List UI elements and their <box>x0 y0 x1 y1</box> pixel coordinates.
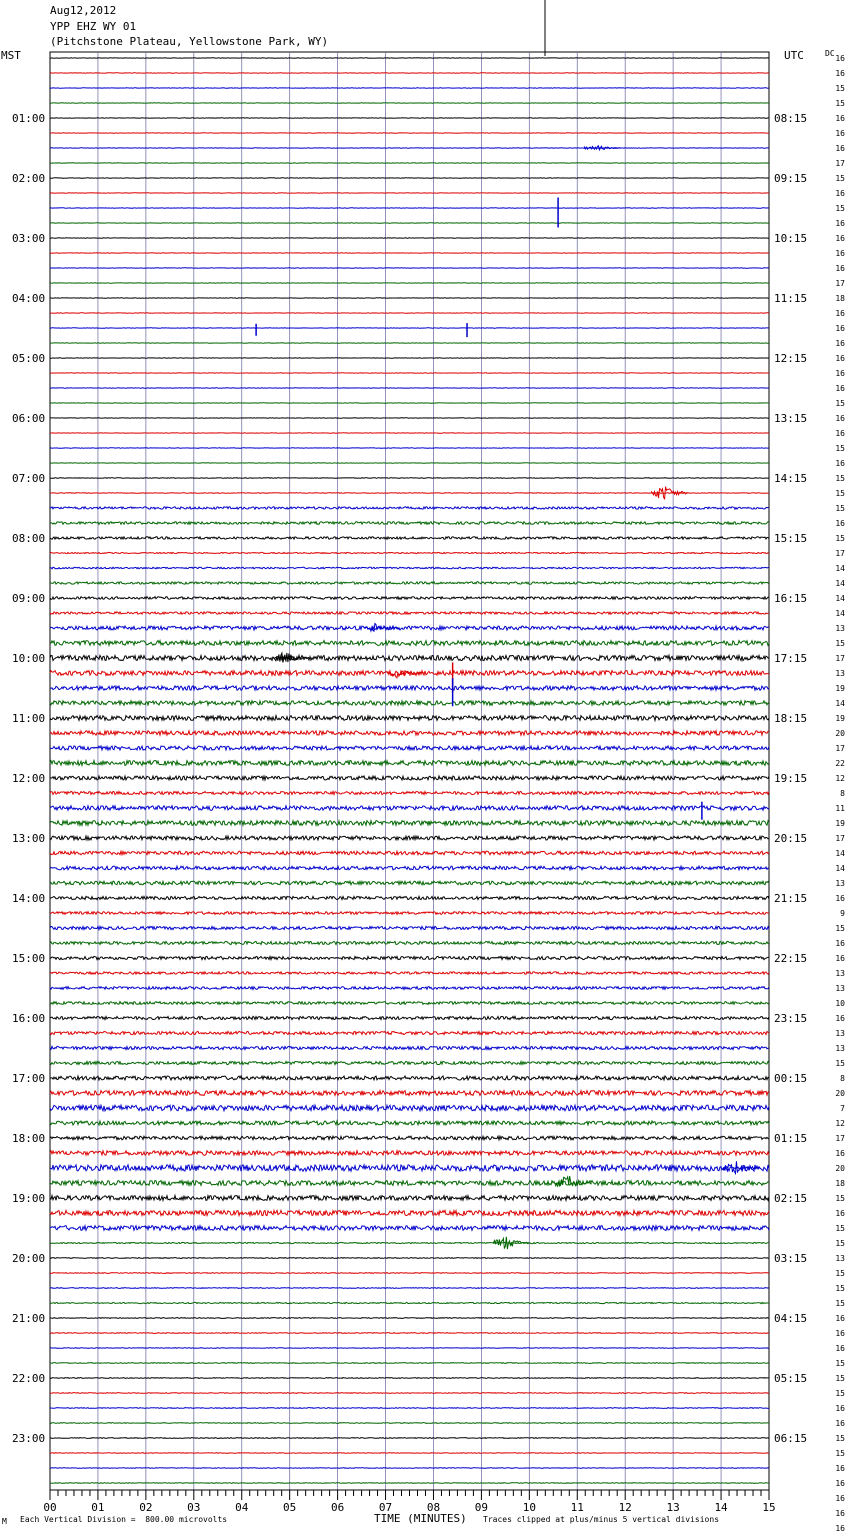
seismic-event-burst <box>584 146 620 150</box>
x-tick-label: 10 <box>522 1501 536 1514</box>
left-hour-label: 08:00 <box>12 532 46 545</box>
right-hour-label: 01:15 <box>774 1132 808 1145</box>
dc-offset-value: 7 <box>840 1104 845 1113</box>
right-hour-label: 09:15 <box>774 172 808 185</box>
dc-offset-value: 15 <box>835 1239 845 1248</box>
dc-offset-value: 15 <box>835 399 845 408</box>
x-tick-label: 12 <box>618 1501 632 1514</box>
seismic-trace <box>50 1016 769 1019</box>
left-hour-label: 11:00 <box>12 712 46 725</box>
seismic-trace <box>50 612 769 614</box>
dc-offset-value: 16 <box>835 144 845 153</box>
left-hour-label: 02:00 <box>12 172 46 185</box>
left-hour-label: 20:00 <box>12 1252 46 1265</box>
dc-offset-value: 15 <box>835 474 845 483</box>
dc-offset-value: 16 <box>835 1419 845 1428</box>
right-hour-label: 22:15 <box>774 952 808 965</box>
dc-offset-value: 16 <box>835 189 845 198</box>
seismic-trace <box>50 626 769 630</box>
clipping-note: Traces clipped at plus/minus 5 vertical divisions <box>483 1515 720 1524</box>
seismic-trace <box>50 1453 769 1454</box>
seismic-trace <box>50 1423 769 1424</box>
dc-offset-value: 14 <box>835 849 845 858</box>
right-hour-label: 02:15 <box>774 1192 808 1205</box>
left-hour-label: 04:00 <box>12 292 46 305</box>
x-tick-label: 14 <box>714 1501 728 1514</box>
seismic-trace <box>50 746 769 750</box>
seismic-trace <box>50 987 769 990</box>
seismic-trace <box>50 941 769 944</box>
seismic-trace <box>50 1196 769 1201</box>
dc-offset-value: 17 <box>835 549 845 558</box>
dc-offset-value: 14 <box>835 699 845 708</box>
seismic-trace <box>50 866 769 870</box>
dc-offset-value: 16 <box>835 414 845 423</box>
seismic-trace <box>50 597 769 600</box>
seismic-trace <box>50 1031 769 1034</box>
dc-offset-value: 16 <box>835 1209 845 1218</box>
dc-offset-value: 22 <box>835 759 845 768</box>
dc-offset-value: 14 <box>835 594 845 603</box>
dc-offset-value: 16 <box>835 429 845 438</box>
dc-offset-value: 16 <box>835 219 845 228</box>
seismic-trace <box>50 522 769 525</box>
vertical-scale-note: Each Vertical Division = 800.00 microvolts <box>20 1515 228 1524</box>
dc-offset-value: 16 <box>835 954 845 963</box>
seismic-trace <box>50 896 769 899</box>
right-hour-label: 16:15 <box>774 592 808 605</box>
dc-offset-value: 15 <box>835 1059 845 1068</box>
left-hour-label: 19:00 <box>12 1192 46 1205</box>
x-tick-label: 07 <box>378 1501 393 1514</box>
left-hour-label: 21:00 <box>12 1312 46 1325</box>
seismic-trace <box>50 478 769 479</box>
dc-offset-value: 13 <box>835 1044 845 1053</box>
x-axis-title: TIME (MINUTES) <box>374 1512 467 1525</box>
seismic-trace <box>50 493 769 494</box>
dc-offset-value: 15 <box>835 1224 845 1233</box>
right-timezone-label: UTC <box>784 49 804 62</box>
x-tick-label: 09 <box>474 1501 489 1514</box>
dc-offset-value: 16 <box>835 369 845 378</box>
dc-offset-value: 16 <box>835 1014 845 1023</box>
left-hour-label: 14:00 <box>12 892 46 905</box>
dc-offset-value: 10 <box>835 999 845 1008</box>
dc-offset-value: 19 <box>835 819 845 828</box>
left-hour-label: 07:00 <box>12 472 46 485</box>
right-hour-label: 06:15 <box>774 1432 808 1445</box>
dc-offset-value: 9 <box>840 909 845 918</box>
x-tick-label: 13 <box>666 1501 680 1514</box>
seismic-trace <box>50 686 769 690</box>
right-hour-label: 03:15 <box>774 1252 808 1265</box>
dc-offset-value: 12 <box>835 774 845 783</box>
right-hour-label: 19:15 <box>774 772 808 785</box>
dc-offset-value: 14 <box>835 609 845 618</box>
left-hour-label: 13:00 <box>12 832 46 845</box>
dc-offset-value: 8 <box>840 789 845 798</box>
dc-offset-value: 15 <box>835 174 845 183</box>
dc-offset-value: 11 <box>835 804 845 813</box>
seismic-trace <box>50 655 769 660</box>
left-hour-label: 03:00 <box>12 232 46 245</box>
dc-offset-value: 15 <box>835 1299 845 1308</box>
x-tick-label: 05 <box>283 1501 297 1514</box>
dc-offset-value: 17 <box>835 159 845 168</box>
dc-offset-value: 16 <box>835 939 845 948</box>
right-hour-label: 20:15 <box>774 832 808 845</box>
seismic-trace <box>50 731 769 735</box>
right-hour-label: 15:15 <box>774 532 808 545</box>
x-tick-label: 15 <box>762 1501 776 1514</box>
dc-offset-value: 16 <box>835 264 845 273</box>
seismic-trace <box>50 1483 769 1484</box>
seismic-trace <box>50 806 769 810</box>
dc-offset-value: 16 <box>835 324 845 333</box>
dc-offset-value: 13 <box>835 624 845 633</box>
dc-offset-value: 13 <box>835 1029 845 1038</box>
seismic-trace <box>50 1408 769 1409</box>
dc-offset-value: 16 <box>835 1314 845 1323</box>
dc-offset-value: 12 <box>835 1119 845 1128</box>
seismic-trace <box>50 1468 769 1469</box>
seismic-event-burst <box>273 653 309 663</box>
dc-offset-value: 19 <box>835 684 845 693</box>
right-hour-label: 04:15 <box>774 1312 808 1325</box>
dc-offset-value: 8 <box>840 1074 845 1083</box>
dc-offset-value: 16 <box>835 114 845 123</box>
station-code: YPP EHZ WY 01 <box>50 20 137 33</box>
dc-offset-value: 15 <box>835 1374 845 1383</box>
dc-offset-value: 13 <box>835 879 845 888</box>
dc-offset-value: 16 <box>835 309 845 318</box>
seismic-trace <box>50 1091 769 1096</box>
x-tick-label: 00 <box>43 1501 57 1514</box>
seismic-trace <box>50 956 769 959</box>
dc-offset-value: 15 <box>835 444 845 453</box>
dc-offset-value: 16 <box>835 249 845 258</box>
seismic-trace <box>50 926 769 929</box>
dc-offset-value: 20 <box>835 729 845 738</box>
dc-offset-value: 16 <box>835 1509 845 1518</box>
seismic-trace <box>50 507 769 509</box>
dc-offset-value: 20 <box>835 1089 845 1098</box>
dc-offset-value: 16 <box>835 1344 845 1353</box>
seismic-trace <box>50 1136 769 1140</box>
dc-offset-value: 15 <box>835 1359 845 1368</box>
dc-offset-value: 16 <box>835 459 845 468</box>
dc-offset-value: 19 <box>835 714 845 723</box>
seismic-trace <box>50 836 769 840</box>
seismic-trace <box>50 1165 769 1171</box>
seismic-trace <box>50 1151 769 1155</box>
dc-offset-value: 16 <box>835 1524 845 1533</box>
dc-offset-value: 13 <box>835 984 845 993</box>
x-tick-label: 01 <box>91 1501 105 1514</box>
seismic-trace <box>50 1076 769 1080</box>
dc-offset-value: 16 <box>835 1479 845 1488</box>
plot-date: Aug12,2012 <box>50 4 117 17</box>
left-hour-label: 16:00 <box>12 1012 46 1025</box>
dc-offset-value: 16 <box>835 1464 845 1473</box>
seismic-trace <box>50 881 769 885</box>
dc-offset-value: 15 <box>835 1284 845 1293</box>
seismic-trace <box>50 912 769 915</box>
dc-offset-value: 15 <box>835 504 845 513</box>
seismic-trace <box>50 537 769 539</box>
seismic-trace <box>50 1105 769 1111</box>
dc-offset-value: 15 <box>835 639 845 648</box>
seismic-trace <box>50 1226 769 1231</box>
seismic-trace <box>50 641 769 646</box>
dc-offset-value: 17 <box>835 744 845 753</box>
dc-offset-value: 16 <box>835 354 845 363</box>
seismic-trace <box>50 1348 769 1349</box>
seismic-trace <box>50 1242 769 1243</box>
right-hour-label: 23:15 <box>774 1012 808 1025</box>
left-hour-label: 05:00 <box>12 352 46 365</box>
seismic-trace <box>50 1002 769 1005</box>
seismic-trace <box>50 1273 769 1274</box>
dc-offset-value: 18 <box>835 1179 845 1188</box>
dc-offset-value: 15 <box>835 1434 845 1443</box>
seismic-trace <box>50 1181 769 1186</box>
right-hour-label: 14:15 <box>774 472 808 485</box>
seismic-trace <box>50 761 769 766</box>
seismic-trace <box>50 791 769 794</box>
seismic-trace <box>50 1438 769 1439</box>
dc-offset-value: 15 <box>835 1194 845 1203</box>
seismic-trace <box>50 776 769 780</box>
dc-offset-value: 14 <box>835 579 845 588</box>
seismic-trace <box>50 1046 769 1049</box>
seismic-trace <box>50 582 769 584</box>
dc-offset-value: 15 <box>835 489 845 498</box>
dc-offset-value: 16 <box>835 129 845 138</box>
dc-offset-value: 17 <box>835 1134 845 1143</box>
left-hour-label: 23:00 <box>12 1432 46 1445</box>
dc-offset-value: 15 <box>835 84 845 93</box>
right-hour-label: 11:15 <box>774 292 808 305</box>
dc-offset-header: DC <box>825 49 835 58</box>
x-tick-label: 02 <box>139 1501 153 1514</box>
seismic-trace <box>50 1393 769 1394</box>
dc-offset-value: 17 <box>835 834 845 843</box>
dc-offset-value: 16 <box>835 384 845 393</box>
dc-offset-value: 14 <box>835 864 845 873</box>
dc-offset-value: 16 <box>835 234 845 243</box>
seismic-trace <box>50 1378 769 1379</box>
seismic-trace <box>50 1258 769 1259</box>
dc-offset-value: 17 <box>835 279 845 288</box>
right-hour-label: 00:15 <box>774 1072 808 1085</box>
dc-offset-value: 15 <box>835 204 845 213</box>
seismic-trace <box>50 851 769 855</box>
dc-offset-value: 16 <box>835 1494 845 1503</box>
seismic-event-burst <box>493 1237 529 1249</box>
seismic-trace <box>50 716 769 721</box>
right-hour-label: 18:15 <box>774 712 808 725</box>
left-hour-label: 17:00 <box>12 1072 46 1085</box>
left-hour-label: 22:00 <box>12 1372 46 1385</box>
seismic-trace <box>50 1288 769 1289</box>
seismic-trace <box>50 1302 769 1303</box>
x-tick-label: 11 <box>570 1501 584 1514</box>
station-location: (Pitchstone Plateau, Yellowstone Park, WY) <box>50 35 329 48</box>
left-hour-label: 10:00 <box>12 652 46 665</box>
seismic-trace <box>50 567 769 569</box>
seismic-trace <box>50 1363 769 1364</box>
right-hour-label: 17:15 <box>774 652 808 665</box>
dc-offset-value: 16 <box>835 339 845 348</box>
right-hour-label: 08:15 <box>774 112 808 125</box>
dc-offset-value: 16 <box>835 69 845 78</box>
seismic-trace <box>50 1318 769 1319</box>
seismic-trace <box>50 1061 769 1064</box>
x-tick-label: 03 <box>187 1501 201 1514</box>
seismic-trace <box>50 552 769 553</box>
seismic-trace <box>50 972 769 974</box>
left-hour-label: 01:00 <box>12 112 46 125</box>
left-hour-label: 09:00 <box>12 592 46 605</box>
dc-offset-value: 15 <box>835 1269 845 1278</box>
right-hour-label: 13:15 <box>774 412 808 425</box>
dc-offset-value: 15 <box>835 924 845 933</box>
seismic-trace <box>50 1121 769 1125</box>
dc-offset-value: 13 <box>835 969 845 978</box>
seismic-event-burst <box>556 1176 592 1186</box>
dc-offset-value: 20 <box>835 1164 845 1173</box>
right-hour-label: 10:15 <box>774 232 808 245</box>
left-hour-label: 15:00 <box>12 952 46 965</box>
dc-offset-value: 16 <box>835 894 845 903</box>
left-hour-label: 06:00 <box>12 412 46 425</box>
dc-offset-value: 18 <box>835 294 845 303</box>
seismic-trace <box>50 1210 769 1215</box>
x-tick-label: 04 <box>235 1501 249 1514</box>
right-hour-label: 05:15 <box>774 1372 808 1385</box>
x-tick-label: 06 <box>330 1501 345 1514</box>
dc-offset-value: 15 <box>835 99 845 108</box>
left-timezone-label: MST <box>1 49 21 62</box>
dc-offset-value: 16 <box>835 1404 845 1413</box>
dc-offset-value: 16 <box>835 54 845 63</box>
dc-offset-value: 13 <box>835 669 845 678</box>
dc-offset-value: 15 <box>835 1449 845 1458</box>
seismic-trace <box>50 701 769 705</box>
dc-offset-value: 13 <box>835 1254 845 1263</box>
seismic-trace <box>50 1333 769 1334</box>
dc-offset-value: 16 <box>835 519 845 528</box>
right-hour-label: 12:15 <box>774 352 808 365</box>
dc-offset-value: 14 <box>835 564 845 573</box>
corner-mark: M <box>2 1517 7 1526</box>
dc-offset-value: 15 <box>835 1389 845 1398</box>
dc-offset-value: 17 <box>835 654 845 663</box>
x-tick-label: 08 <box>426 1501 441 1514</box>
dc-offset-value: 15 <box>835 534 845 543</box>
left-hour-label: 12:00 <box>12 772 46 785</box>
left-hour-label: 18:00 <box>12 1132 46 1145</box>
dc-offset-value: 16 <box>835 1329 845 1338</box>
seismic-trace <box>50 821 769 826</box>
dc-offset-value: 16 <box>835 1149 845 1158</box>
right-hour-label: 21:15 <box>774 892 808 905</box>
